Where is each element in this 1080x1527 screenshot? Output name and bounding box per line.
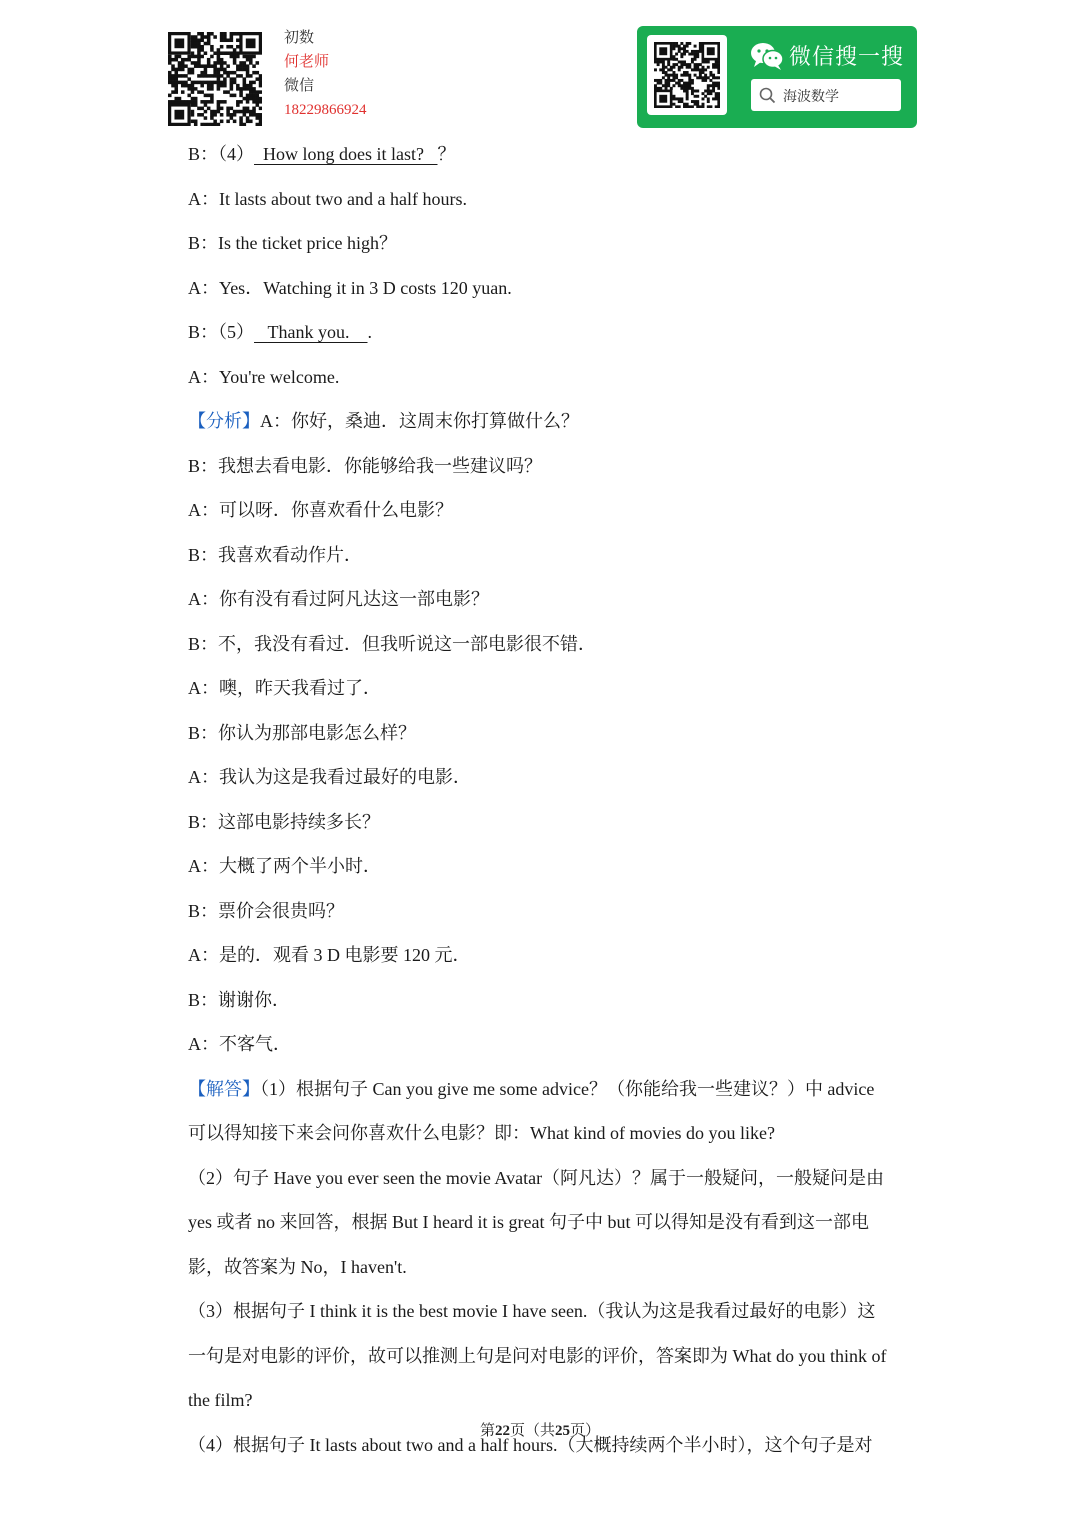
wechat-search-card[interactable] <box>637 26 917 128</box>
total-page-count: 25 <box>555 1423 570 1439</box>
text-line: （3）根据句子 I think it is the best movie I have seen.（我认为这是我看过最好的电影）这 <box>188 1301 876 1321</box>
dialogue-line-4 <box>188 140 920 185</box>
wechat-search-title: 微信搜一搜 <box>789 45 905 70</box>
wechat-logo-icon <box>750 41 784 76</box>
text-line: B：我喜欢看动作片． <box>188 544 363 565</box>
analysis-tag: 【分析】 <box>188 411 260 431</box>
text-line: B：谢谢你． <box>188 989 291 1010</box>
dialogue-line-5 <box>188 318 920 363</box>
contact-info <box>284 26 367 122</box>
answer-text: How long does it last? <box>263 144 424 164</box>
solution-tag: 【解答】 <box>188 1078 260 1099</box>
contact-name: 何老师 <box>284 54 330 70</box>
dialogue-line: A：Yes．Watching it in 3 D costs 120 yuan. <box>188 277 512 298</box>
text-line: A：大概了两个半小时． <box>188 856 381 876</box>
wechat-qr-code <box>647 35 727 115</box>
line-suffix: . <box>367 322 372 342</box>
search-icon <box>759 87 776 109</box>
footer-post: 页） <box>570 1423 601 1439</box>
text-line: （4）根据句子 It lasts about two and a half hours.（大概持续两个半小时），这个句子是对 <box>188 1434 873 1455</box>
text-line: B：你认为那部电影怎么样？ <box>188 722 417 743</box>
text-line: A：是的．观看 3 D 电影要 120 元． <box>188 945 471 965</box>
page-footer <box>0 1419 1080 1440</box>
line-suffix: ？ <box>437 144 456 164</box>
answer-blank <box>254 322 367 342</box>
contact-wechat-label: 微信 <box>284 78 315 94</box>
text-line: A：你有没有看过阿凡达这一部电影？ <box>188 589 489 609</box>
answer-text: Thank you. <box>267 322 350 342</box>
solution-heading-line <box>188 1075 920 1120</box>
contact-phone: 18229866924 <box>284 102 367 118</box>
text-line: B：票价会很贵吗？ <box>188 900 345 921</box>
line-prefix: B：（5） <box>188 322 255 342</box>
text-line: B：我想去看电影．你能够给我一些建议吗？ <box>188 455 543 476</box>
text-line: A：我认为这是我看过最好的电影． <box>188 767 471 787</box>
solution-first-line: （1）根据句子 Can you give me some advice？（你能给我一些建议？）中 advice <box>260 1078 875 1099</box>
line-prefix: B：（4） <box>188 144 255 164</box>
text-line: 一句是对电影的评价，故可以推测上句是问对电影的评价，答案即为 What do you think of <box>188 1345 887 1366</box>
text-line: 影，故答案为 No，I haven't. <box>188 1256 407 1277</box>
contact-line1: 初数 <box>284 30 315 46</box>
text-line: 可以得知接下来会问你喜欢什么电影？即：What kind of movies do you like? <box>188 1123 775 1143</box>
footer-pre: 第 <box>479 1423 495 1439</box>
footer-mid: 页（共 <box>509 1423 555 1439</box>
analysis-first-line: A：你好，桑迪．这周末你打算做什么？ <box>260 411 579 431</box>
document-body <box>188 140 920 1475</box>
text-line: （2）句子 Have you ever seen the movie Avatar（阿凡达）？属于一般疑问，一般疑问是由 <box>188 1167 885 1188</box>
wechat-search-query: 海波数学 <box>783 89 839 105</box>
answer-blank <box>254 144 437 164</box>
text-line: A：可以呀．你喜欢看什么电影？ <box>188 500 453 520</box>
dialogue-line: A：It lasts about two and a half hours. <box>188 188 467 209</box>
text-line: A：噢，昨天我看过了． <box>188 678 381 698</box>
analysis-heading-line <box>188 407 920 452</box>
text-line: yes 或者 no 来回答，根据 But I heard it is great 句子中 but 可以得知是没有看到这一部电 <box>188 1212 869 1232</box>
analysis-lines <box>188 452 920 1075</box>
dialogue-line: B：Is the ticket price high？ <box>188 233 397 253</box>
text-line: B：不，我没有看过．但我听说这一部电影很不错． <box>188 633 597 654</box>
wechat-search-box[interactable] <box>751 79 901 111</box>
contact-qr-code <box>168 32 262 126</box>
dialogue-line: A：You're welcome. <box>188 366 340 387</box>
text-line: B：这部电影持续多长？ <box>188 811 381 832</box>
current-page-number: 22 <box>494 1423 510 1439</box>
text-line: A：不客气． <box>188 1034 291 1054</box>
text-line: the film? <box>188 1390 253 1410</box>
